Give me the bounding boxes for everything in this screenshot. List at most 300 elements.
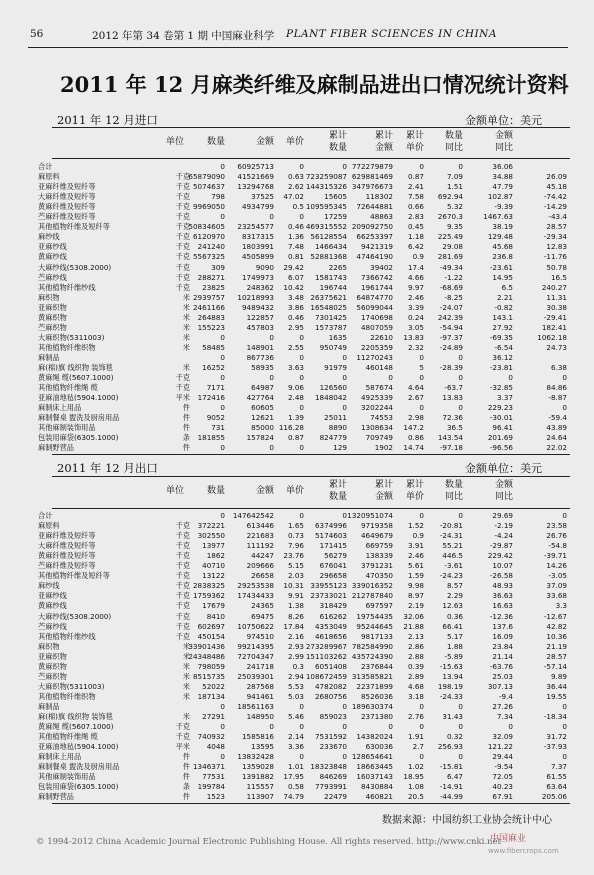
table-row xyxy=(0,773,594,781)
cell-amount-yoy: 29.44 xyxy=(492,752,513,762)
table-row xyxy=(0,693,594,701)
table-row xyxy=(0,753,594,761)
cell-amount: 26658 xyxy=(251,571,274,581)
cell-qty-yoy: 256.93 xyxy=(437,742,463,752)
cell-cum-price: 2.88 xyxy=(407,651,424,661)
cell-cum-price: 2.83 xyxy=(407,212,424,222)
cell-qty-yoy: 7.09 xyxy=(446,172,463,182)
cell-qty: 0 xyxy=(220,162,225,171)
table-row xyxy=(0,233,594,241)
cell-unit: 米 xyxy=(182,322,190,332)
cell-cum-amount: 3791231 xyxy=(360,561,393,571)
cell-cum-price: 0.86 xyxy=(407,433,424,443)
cell-cum-amount: 64874770 xyxy=(356,292,393,302)
cell-qty: 40710 xyxy=(202,561,225,571)
cell-cum-qty: 33955123 xyxy=(310,581,347,591)
cell-amount: 1803991 xyxy=(241,242,274,252)
cell-qty-yoy: 281.69 xyxy=(437,252,463,262)
cell-cum-price: 0.24 xyxy=(407,312,424,322)
cell-value: 11.31 xyxy=(546,292,567,302)
table-row xyxy=(0,743,594,751)
cell-amount-yoy: 229.23 xyxy=(487,403,513,413)
cell-cum-price: 147.2 xyxy=(403,423,424,433)
cell-amount-yoy: -30.01 xyxy=(489,413,513,423)
cell-value: 0 xyxy=(562,511,567,520)
cell-cum-price: 0 xyxy=(419,403,424,413)
cell-cum-qty: 1573787 xyxy=(314,322,347,332)
cell-cum-qty: 0 xyxy=(342,403,347,413)
table-row xyxy=(0,723,594,731)
cell-qty: 309 xyxy=(211,262,225,272)
row-label: 麻制野营品 xyxy=(38,792,74,802)
cell-amount-yoy: 25.03 xyxy=(492,671,513,681)
table-row xyxy=(0,203,594,211)
cell-value: 84.86 xyxy=(546,383,567,393)
cell-amount-yoy: 129.48 xyxy=(487,232,513,242)
cell-amount: 148901 xyxy=(246,342,274,352)
row-label: 大麻织物(5311003) xyxy=(38,681,105,691)
table-row xyxy=(0,253,594,261)
cell-qty: 7171 xyxy=(206,383,225,393)
cell-amount: 0 xyxy=(269,443,274,453)
cell-price: 0.81 xyxy=(287,252,304,262)
table-row xyxy=(0,562,594,570)
cell-cum-price: 1.52 xyxy=(407,521,424,531)
cell-qty: 50834605 xyxy=(188,222,225,232)
cell-qty-yoy: 225.49 xyxy=(437,232,463,242)
cell-qty-yoy: 13.94 xyxy=(442,671,463,681)
row-label: 包装用麻袋(6305.1000) xyxy=(38,433,119,443)
cell-value: 0 xyxy=(562,403,567,413)
table-row xyxy=(0,213,594,221)
cell-price: 0 xyxy=(299,511,304,520)
cell-cum-price: 0.66 xyxy=(407,202,424,212)
cell-value: 0 xyxy=(562,701,567,711)
cell-unit: 千克 xyxy=(175,722,190,732)
cell-price: 0 xyxy=(299,701,304,711)
cell-price: 3.86 xyxy=(287,302,304,312)
cell-cum-amount: 47464190 xyxy=(356,252,393,262)
cell-price: 5.53 xyxy=(287,681,304,691)
header-qty-yoy: 数量 同比 xyxy=(444,131,463,153)
cell-qty-yoy: 198.19 xyxy=(437,681,463,691)
cell-cum-price: 7.58 xyxy=(407,192,424,202)
cell-value: -29.34 xyxy=(543,232,567,242)
table-row xyxy=(0,532,594,540)
cell-unit: 千克 xyxy=(175,262,190,272)
cell-unit: 千克 xyxy=(175,732,190,742)
row-label: 大麻纱线(5308.2000) xyxy=(38,611,112,621)
cell-cum-price: 3.05 xyxy=(407,322,424,332)
cell-amount: 10750622 xyxy=(237,621,274,631)
cell-qty: 23825 xyxy=(202,282,225,292)
cell-amount: 29253538 xyxy=(237,581,274,591)
cell-cum-price: 1.18 xyxy=(407,232,424,242)
cell-cum-amount: 697597 xyxy=(365,601,393,611)
table-row xyxy=(0,314,594,322)
cell-cum-price: 0.9 xyxy=(412,252,424,262)
cell-value: 16.5 xyxy=(550,272,567,282)
cell-amount-yoy: 201.69 xyxy=(487,433,513,443)
cell-value: -3.05 xyxy=(548,571,567,581)
row-label: 麻(棉)旗 线织物 装饰毯 xyxy=(38,712,113,721)
cell-cum-price: 0.87 xyxy=(407,172,424,182)
cell-price: 0 xyxy=(299,403,304,413)
cell-unit: 件 xyxy=(182,403,190,413)
table-row xyxy=(0,394,594,402)
cell-cum-price: 2.67 xyxy=(407,393,424,403)
cell-price: 1.01 xyxy=(287,762,304,772)
cell-qty: 13977 xyxy=(202,541,225,551)
cell-unit: 米 xyxy=(182,641,190,651)
cell-cum-price: 1.02 xyxy=(407,762,424,772)
cell-cum-price: 0 xyxy=(419,352,424,362)
row-label: 苎麻纱线 xyxy=(38,621,67,631)
cell-value: 0 xyxy=(562,752,567,762)
table-row xyxy=(0,374,594,382)
cell-value: 63.64 xyxy=(546,782,567,792)
cell-qty: 155223 xyxy=(197,322,225,332)
cell-qty: 740932 xyxy=(197,732,225,742)
cell-amount-yoy: 10.07 xyxy=(492,561,513,571)
cell-unit: 件 xyxy=(182,413,190,423)
journal-name-en: PLANT FIBER SCIENCES IN CHINA xyxy=(286,28,497,40)
cell-amount-yoy: -2.19 xyxy=(494,521,513,531)
row-label: 合计 xyxy=(38,162,53,171)
cell-price: 10.31 xyxy=(283,581,304,591)
cell-qty: 5074637 xyxy=(192,182,225,192)
cell-price: 2.55 xyxy=(287,342,304,352)
cell-value: 0 xyxy=(562,373,567,383)
cell-price: 5.46 xyxy=(287,712,304,721)
cell-qty: 0 xyxy=(220,722,225,732)
row-label: 其他植物纤维纱线 xyxy=(38,631,96,641)
cell-qty-yoy: 8.57 xyxy=(446,581,463,591)
table-row xyxy=(0,173,594,181)
cell-unit: 米 xyxy=(182,651,190,661)
cell-amount: 8317315 xyxy=(241,232,274,242)
cell-cum-qty: 91979 xyxy=(324,363,347,372)
cell-qty-yoy: -97.37 xyxy=(439,332,463,342)
cell-value: 22.02 xyxy=(546,443,567,453)
cell-value: -43.4 xyxy=(548,212,567,222)
cell-value: 28.57 xyxy=(546,651,567,661)
cell-cum-amount: 2205359 xyxy=(360,342,393,352)
row-label: 其他麻制装饰用品 xyxy=(38,423,96,433)
cell-value: -57.14 xyxy=(543,661,567,671)
cell-unit: 千克 xyxy=(175,222,190,232)
export-unit-label: 金额单位：美元 xyxy=(465,462,542,475)
cell-qty: 5567325 xyxy=(192,252,225,262)
cell-cum-amount: 8430884 xyxy=(360,782,393,792)
cell-cum-amount: 16037143 xyxy=(356,772,393,782)
cell-qty-yoy: 31.43 xyxy=(442,712,463,721)
cell-amount-yoy: 96.41 xyxy=(492,423,513,433)
row-label: 麻织物 xyxy=(38,292,60,302)
cell-price: 8.26 xyxy=(287,611,304,621)
page-number: 56 xyxy=(30,28,44,40)
cell-cum-price: 2.98 xyxy=(407,413,424,423)
cell-cum-qty: 23733021 xyxy=(310,591,347,601)
cell-cum-price: 0 xyxy=(419,511,424,520)
cell-value: 45.18 xyxy=(546,182,567,192)
table-row xyxy=(0,542,594,550)
cell-value: 19.55 xyxy=(546,691,567,701)
cell-cum-amount: 72644881 xyxy=(356,202,393,212)
cell-amount-yoy: 1467.63 xyxy=(483,212,513,222)
cell-unit: 米 xyxy=(182,661,190,671)
cell-unit: 米 xyxy=(182,292,190,302)
svg-text:中国麻业: 中国麻业 xyxy=(490,834,527,844)
cell-value: 61.55 xyxy=(546,772,567,782)
cell-qty: 8515735 xyxy=(192,671,225,681)
cell-cum-amount: 19754435 xyxy=(356,611,393,621)
cell-cum-amount: 2376844 xyxy=(360,661,393,671)
cell-cum-qty: 0 xyxy=(342,352,347,362)
cell-amount-yoy: 34.88 xyxy=(492,172,513,182)
cell-qty: 0 xyxy=(220,511,225,520)
cell-unit: 千克 xyxy=(175,373,190,383)
cell-price: 0.73 xyxy=(287,531,304,541)
cell-cum-amount: 630036 xyxy=(365,742,393,752)
cell-cum-amount: 128654641 xyxy=(351,752,393,762)
cell-unit: 千克 xyxy=(175,631,190,641)
cell-cum-amount: 138339 xyxy=(365,551,393,561)
cell-qty: 27291 xyxy=(202,712,225,721)
cell-value: -12.67 xyxy=(543,611,567,621)
cell-cum-qty: 233670 xyxy=(319,742,347,752)
cell-cum-amount: 4649679 xyxy=(360,531,393,541)
cell-amount: 427764 xyxy=(246,393,274,403)
row-label: 亚麻纱线 xyxy=(38,591,67,601)
table-row xyxy=(0,354,594,362)
cell-price: 2.03 xyxy=(287,571,304,581)
cell-amount-yoy: -12.36 xyxy=(489,611,513,621)
table-row xyxy=(0,424,594,432)
cell-cum-price: 0.9 xyxy=(412,531,424,541)
cell-cum-qty: 56279 xyxy=(324,551,347,561)
cell-amount: 9090 xyxy=(255,262,274,272)
cell-amount: 974510 xyxy=(246,631,274,641)
cell-value: -74.42 xyxy=(543,192,567,202)
cell-amount-yoy: 6.5 xyxy=(501,282,513,292)
cell-price: 1.38 xyxy=(287,601,304,611)
cell-amount: 941461 xyxy=(246,691,274,701)
cell-cum-qty: 273289967 xyxy=(305,641,347,651)
table-row xyxy=(0,444,594,452)
cell-unit: 千克 xyxy=(175,272,190,282)
cell-qty-yoy: 0 xyxy=(458,722,463,732)
cell-cum-amount: 95244645 xyxy=(356,621,393,631)
table-row xyxy=(0,384,594,392)
cell-cum-qty: 0 xyxy=(342,373,347,383)
cell-amount-yoy: 23.84 xyxy=(492,641,513,651)
header-cum-price: 累计 单价 xyxy=(405,131,424,153)
cell-unit: 千克 xyxy=(175,571,190,581)
cell-cum-qty: 108672459 xyxy=(305,671,347,681)
cell-unit: 千克 xyxy=(175,242,190,252)
cell-price: 9.06 xyxy=(287,383,304,393)
cell-qty: 181855 xyxy=(197,433,225,443)
row-label: 黄麻织物 xyxy=(38,661,67,671)
cell-amount-yoy: 38.19 xyxy=(492,222,513,232)
cell-qty: 1346371 xyxy=(192,762,225,772)
cell-amount: 209666 xyxy=(246,561,274,571)
cell-amount-yoy: 40.23 xyxy=(492,782,513,792)
cell-qty-yoy: 2670.3 xyxy=(437,212,463,222)
cell-qty: 52022 xyxy=(202,681,225,691)
cell-amount-yoy: -0.82 xyxy=(494,302,513,312)
cell-cum-amount: 313585821 xyxy=(351,671,393,681)
cell-price: 0.46 xyxy=(287,222,304,232)
cell-cum-qty: 1635 xyxy=(328,332,347,342)
table-row xyxy=(0,223,594,231)
cell-amount: 18561163 xyxy=(237,701,274,711)
cell-cum-amount: 39402 xyxy=(370,262,393,272)
cell-qty: 731 xyxy=(211,423,225,433)
cell-cum-qty: 2680756 xyxy=(314,691,347,701)
row-label: 黄麻绳 缆(5607.1000) xyxy=(38,373,114,383)
cell-cum-price: 6.42 xyxy=(407,242,424,252)
table-row xyxy=(0,522,594,530)
row-label: 其他植物纤维织物 xyxy=(38,342,96,352)
cell-cum-amount: 0 xyxy=(388,373,393,383)
cell-qty-yoy: 36.5 xyxy=(446,423,463,433)
cell-qty: 602697 xyxy=(197,621,225,631)
cell-cum-price: 0.45 xyxy=(407,222,424,232)
cell-value: 182.41 xyxy=(541,322,567,332)
import-bottom-rule xyxy=(52,454,570,455)
cell-amount-yoy: 121.22 xyxy=(487,742,513,752)
table-row xyxy=(0,284,594,292)
cell-amount-yoy: 27.26 xyxy=(492,701,513,711)
cell-unit: 千克 xyxy=(175,541,190,551)
cell-amount: 287568 xyxy=(246,681,274,691)
cell-qty-yoy: 6.47 xyxy=(446,772,463,782)
cell-qty: 77531 xyxy=(202,772,225,782)
cell-unit: 千克 xyxy=(175,182,190,192)
cell-unit: 米 xyxy=(182,671,190,681)
cell-cum-qty: 4618656 xyxy=(314,631,347,641)
cell-qty: 798059 xyxy=(197,661,225,671)
cell-unit: 条 xyxy=(182,433,190,443)
cell-qty-yoy: 13.83 xyxy=(442,393,463,403)
cell-value: 3.3 xyxy=(555,601,567,611)
cell-price: 0.87 xyxy=(287,433,304,443)
cell-qty-yoy: -24.07 xyxy=(439,302,463,312)
cell-value: 10.36 xyxy=(546,631,567,641)
cell-qty-yoy: 0 xyxy=(458,162,463,171)
cell-amount: 457803 xyxy=(246,322,274,332)
cell-amount: 44247 xyxy=(251,551,274,561)
cell-cum-amount: 118302 xyxy=(365,192,393,202)
cell-qty: 2461166 xyxy=(192,302,225,312)
cell-amount: 113907 xyxy=(246,792,274,802)
cell-cum-amount: 56099044 xyxy=(356,302,393,312)
cell-amount: 13294768 xyxy=(237,182,274,192)
cell-amount-yoy: -96.56 xyxy=(489,443,513,453)
cell-cum-qty: 616262 xyxy=(319,611,347,621)
cell-qty-yoy: 0 xyxy=(458,752,463,762)
row-label: 大麻纤维及短纤等 xyxy=(38,541,96,551)
row-label: 麻制床上用品 xyxy=(38,403,82,413)
cell-amount: 99214395 xyxy=(237,641,274,651)
cell-amount-yoy: 102.87 xyxy=(487,192,513,202)
cell-cum-amount: 1740698 xyxy=(360,312,393,322)
cell-cum-price: 9.97 xyxy=(407,282,424,292)
cell-unit: 条 xyxy=(182,782,190,792)
table-row xyxy=(0,793,594,801)
cell-amount-yoy: 48.93 xyxy=(492,581,513,591)
cell-cum-amount: 0 xyxy=(388,722,393,732)
cell-amount: 115557 xyxy=(246,782,274,792)
cell-cum-amount: 22610 xyxy=(370,332,393,342)
cell-amount: 1585816 xyxy=(241,732,274,742)
cell-qty: 9969050 xyxy=(192,202,225,212)
cell-price: 0 xyxy=(299,373,304,383)
cell-cum-qty: 1466434 xyxy=(314,242,347,252)
cell-amount-yoy: 36.06 xyxy=(492,162,513,171)
cell-cum-qty: 469315552 xyxy=(305,222,347,232)
cell-cum-price: 3.91 xyxy=(407,541,424,551)
cell-price: 0.58 xyxy=(287,782,304,792)
cell-amount-yoy: -69.35 xyxy=(489,332,513,342)
cell-amount-yoy: 3.37 xyxy=(496,393,513,403)
table-row xyxy=(0,613,594,621)
row-label: 苎麻纱线 xyxy=(38,272,67,282)
cell-price: 3.48 xyxy=(287,292,304,302)
cell-price: 116.28 xyxy=(278,423,304,433)
cell-qty: 172416 xyxy=(197,393,225,403)
cell-unit: 千克 xyxy=(175,252,190,262)
cell-qty-yoy: -3.61 xyxy=(444,561,463,571)
cell-qty-yoy: -24.89 xyxy=(439,342,463,352)
cell-unit: 千克 xyxy=(175,581,190,591)
cell-price: 2.14 xyxy=(287,732,304,742)
cell-price: 7.48 xyxy=(287,242,304,252)
cell-cum-price: 14.74 xyxy=(403,443,424,453)
row-label: 麻原料 xyxy=(38,172,60,182)
cell-amount-yoy: 137.6 xyxy=(492,621,513,631)
import-header-rule xyxy=(52,158,570,159)
table-row xyxy=(0,683,594,691)
table-row xyxy=(0,414,594,422)
row-label: 黄麻纤维及短纤等 xyxy=(38,551,96,561)
header-amount-yoy: 金额 同比 xyxy=(494,131,513,153)
cell-unit: 千克 xyxy=(175,232,190,242)
cell-price: 0 xyxy=(299,752,304,762)
cell-unit: 平米 xyxy=(175,393,190,403)
cell-unit: 件 xyxy=(182,792,190,802)
cell-amount-yoy: -23.81 xyxy=(489,363,513,372)
cell-amount: 1359028 xyxy=(241,762,274,772)
table-row xyxy=(0,763,594,771)
cell-amount-yoy: 47.79 xyxy=(492,182,513,192)
cell-qty-yoy: -8.25 xyxy=(444,292,463,302)
cell-cum-amount: 339016352 xyxy=(351,581,393,591)
cell-price: 29.42 xyxy=(283,262,304,272)
row-label: 其他植物纤维绳 缆 xyxy=(38,383,98,393)
cell-cum-qty: 0 xyxy=(342,701,347,711)
cell-amount: 37525 xyxy=(251,192,274,202)
cell-cum-qty: 26375621 xyxy=(310,292,347,302)
cell-cum-qty: 16548025 xyxy=(310,302,347,312)
cell-qty: 33901436 xyxy=(188,641,225,651)
cell-value: -39.71 xyxy=(543,551,567,561)
cell-amount-yoy: -9.39 xyxy=(494,202,513,212)
cell-value: 14.26 xyxy=(546,561,567,571)
cell-value: -18.34 xyxy=(543,712,567,721)
